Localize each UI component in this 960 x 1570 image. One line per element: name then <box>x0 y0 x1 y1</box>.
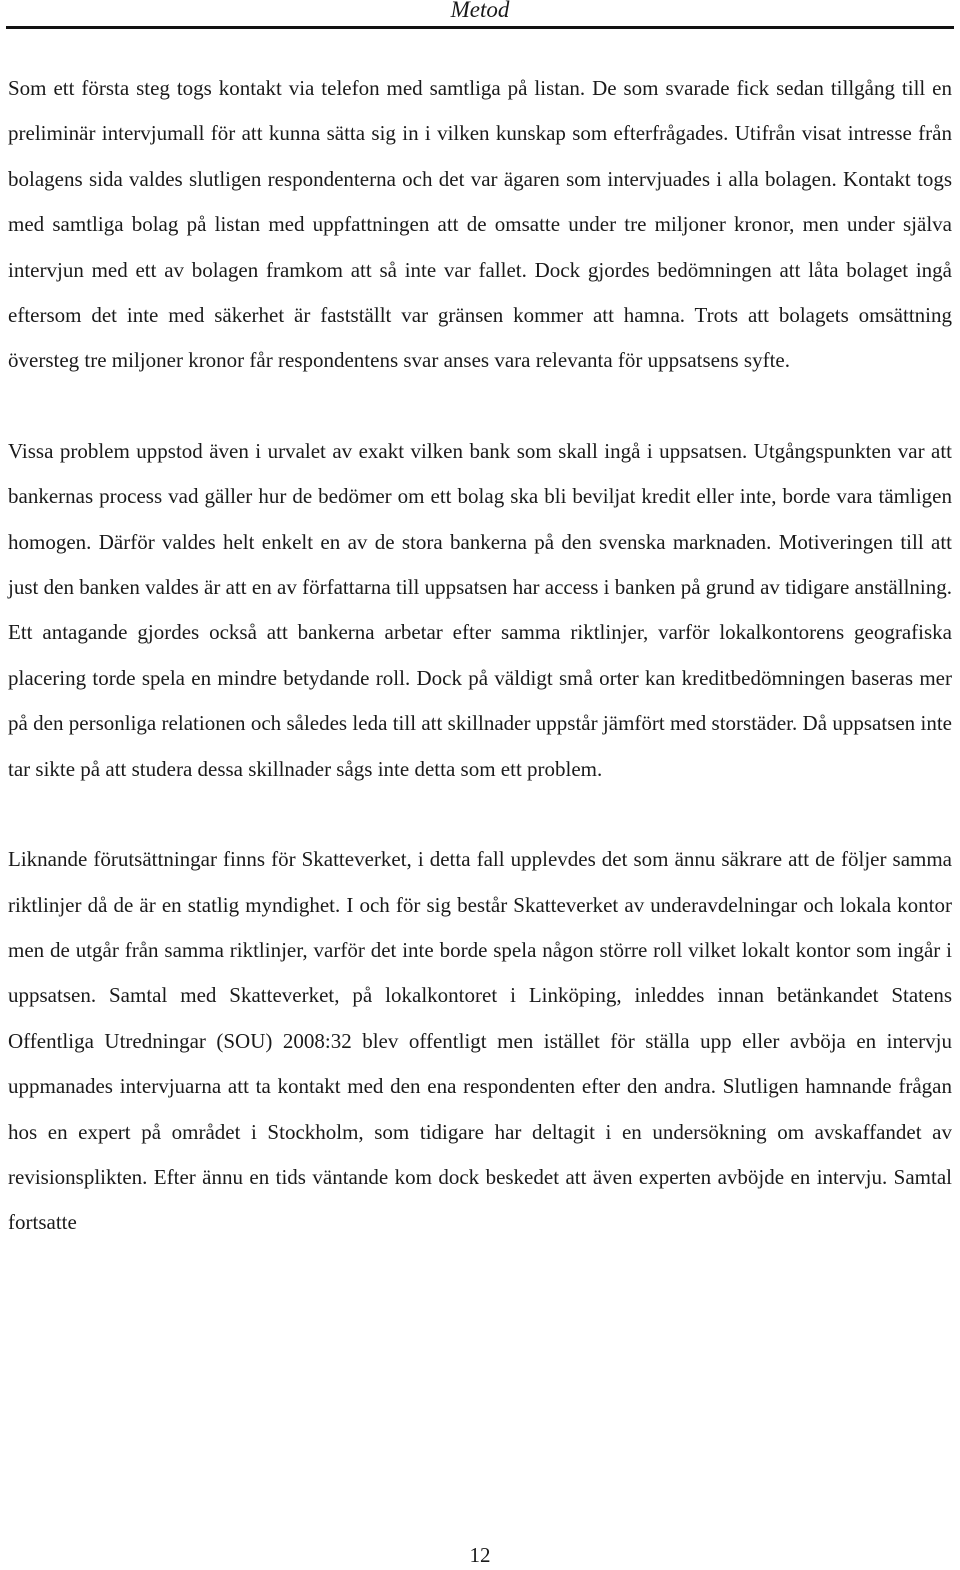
paragraph-3: Liknande förutsättningar finns för Skatteverket, i detta fall upplevdes det som ännu säkrare att de följer samma riktlinjer då de är en statlig myndighet. I och för sig består Skatteverket av underavdelningar och lokala kontor men de utgår från samma riktlinjer, varför det inte borde spela någon större roll vilket lokalt kontor som ingår i uppsatsen. Samtal med Skatteverket, på lokalkontoret i Linköping, inleddes innan betänkandet Statens Offentliga Utredningar (SOU) 2008:32 blev offentligt men istället för ställa upp eller avböja en intervju uppmanades intervjuarna att ta kontakt med den ena respondenten efter den andra. Slutligen hamnande frågan hos en expert på området i Stockholm, som tidigare har deltagit i en undersökning om avskaffandet av revisionsplikten. Efter ännu en tids väntande kom dock beskedet att även experten avböjde en intervju. Samtal fortsatte <box>8 847 952 1235</box>
page-header <box>0 0 960 32</box>
paragraph-2: Vissa problem uppstod även i urvalet av exakt vilken bank som skall ingå i uppsatsen. Utgångspunkten var att bankernas process vad gäller hur de bedömer om ett bolag ska bli beviljat kredit eller inte, borde vara tämligen homogen. Därför valdes helt enkelt en av de stora bankerna på den svenska marknaden. Motiveringen till att just den banken valdes är att en av författarna till uppsatsen har access i banken på grund av tidigare anställning. Ett antagande gjordes också att bankerna arbetar efter samma riktlinjer, varför lokalkontorens geografiska placering torde spela en mindre betydande roll. Dock på väldigt små orter kan kreditbedömningen baseras mer på den personliga relationen och således leda till att skillnader uppstår jämfört med storstäder. Då uppsatsen inte tar sikte på att studera dessa skillnader sågs inte detta som ett problem. <box>8 438 952 781</box>
paragraph-1: Som ett första steg togs kontakt via telefon med samtliga på listan. De som svarade fick sedan tillgång till en preliminär intervjumall för att kunna sätta sig in i vilken kunskap som efterfrågades. Utifrån visat intresse från bolagens sida valdes slutligen respondenterna och det var ägaren som intervjuades i alla bolagen. Kontakt togs med samtliga bolag på listan med uppfattningen att de omsatte under tre miljoner kronor, men under själva intervjun med ett av bolagen framkom att så inte var fallet. Dock gjordes bedömningen att låta bolaget ingå eftersom det inte med säkerhet är fastställt var gränsen kommer att hamna. Trots att bolagets omsättning översteg tre miljoner kronor får respondentens svar anses vara relevanta för uppsatsens syfte. <box>8 76 952 373</box>
header-rule <box>6 26 954 29</box>
page-number: 12 <box>469 1543 491 1567</box>
body-text <box>8 66 952 1291</box>
running-header-title: Metod <box>450 0 510 22</box>
